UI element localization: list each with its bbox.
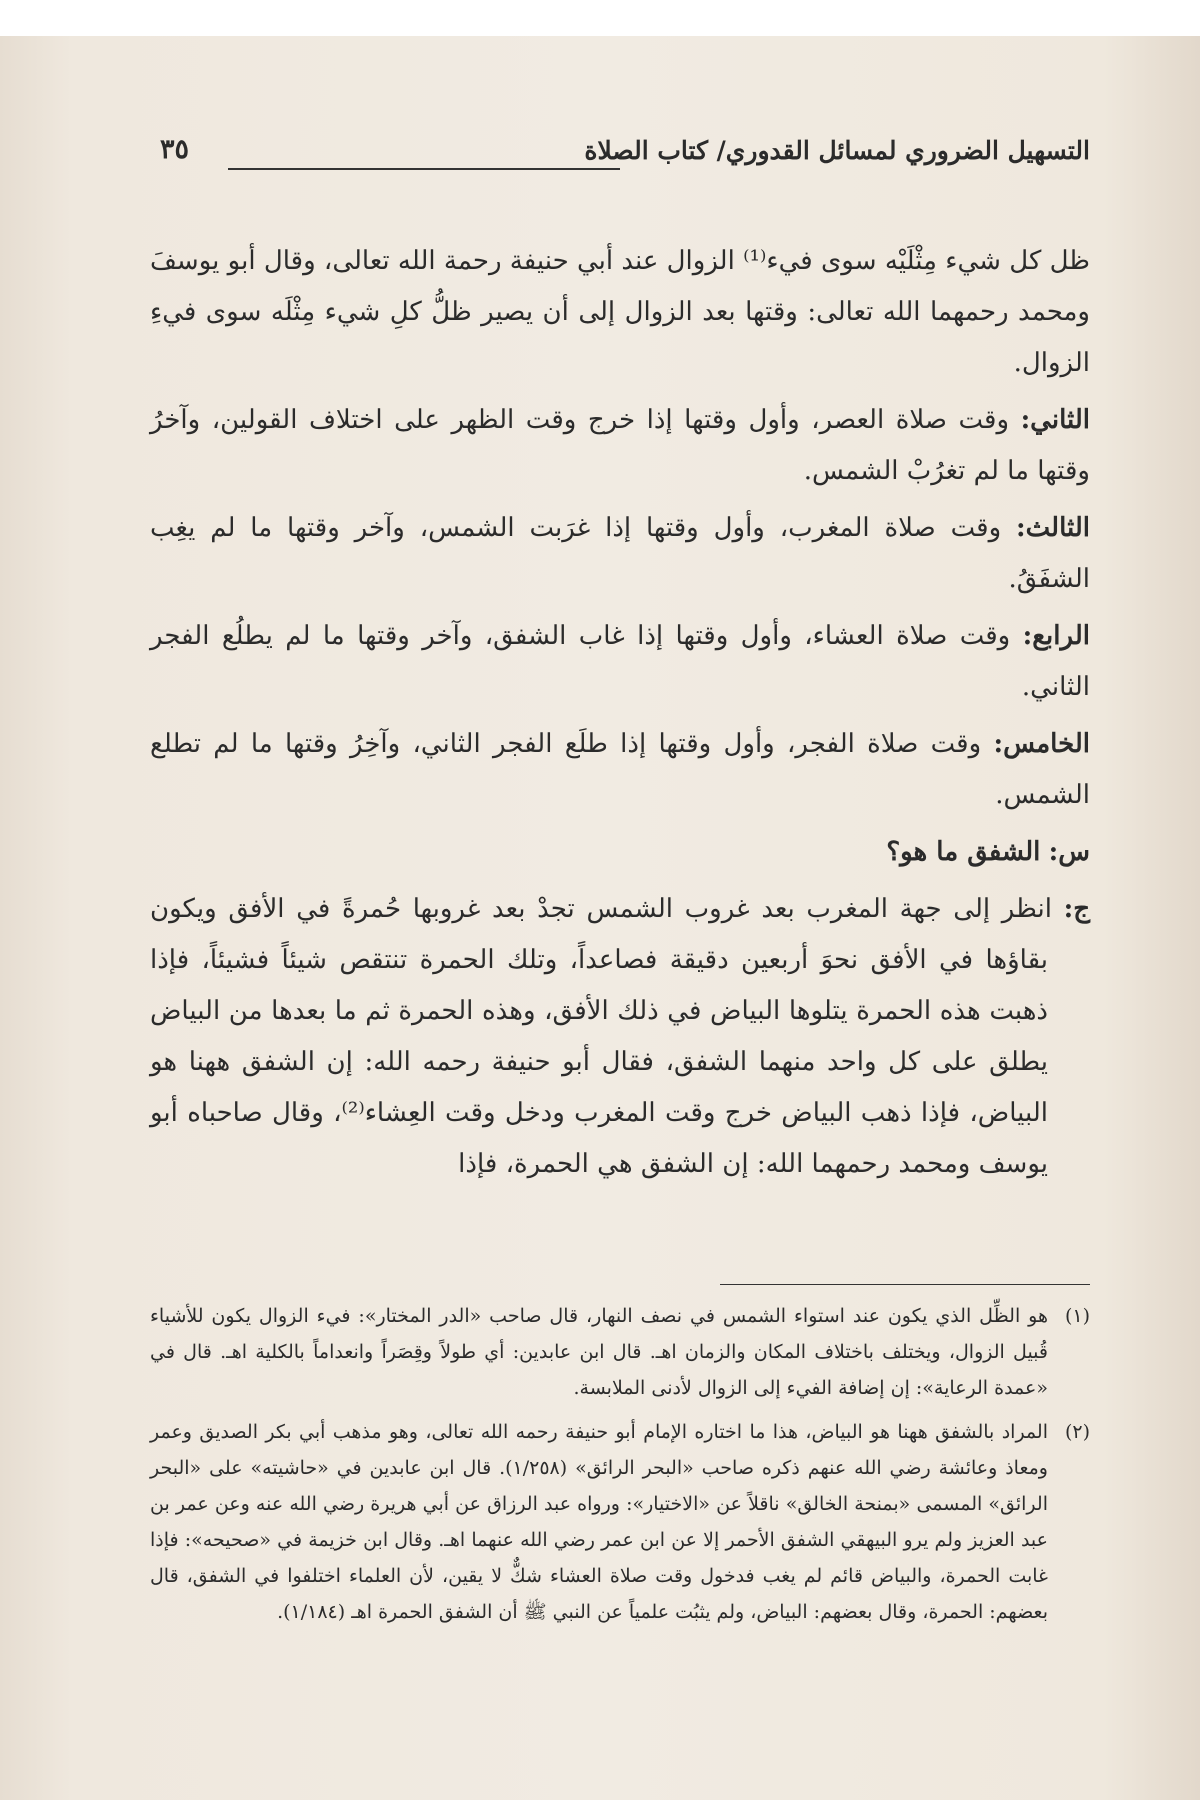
answer-mark-label: ج: (1063, 894, 1091, 924)
paragraph-fajr (150, 719, 1090, 821)
footnote-text: المراد بالشفق ههنا هو البياض، هذا ما اختاره الإمام أبو حنيفة رحمه الله تعالى، وهو مذهب أبي بكر الصديق وعمر ومعاذ وعائشة رضي الله عنهم ذكره صاحب «البحر الرائق» (١/٢٥٨). قال ابن عابدين في «حاشيته» على «البحر الرائق» المسمى «بمنحة الخالق» ناقلاً عن «الاختيار»: ورواه عبد الرزاق عن أبي هريرة رضي الله عنه وعن عمر بن عبد العزيز ولم يرو البيهقي الشفق الأحمر إلا عن ابن عمر رضي الله عنهما اهـ. وقال ابن خزيمة في «صحيحه»: فإذا غابت الحمرة، والبياض قائم لم يغب فدخول وقت صلاة العشاء شكٌّ لا يقين، لأن العلماء اختلفوا في الشفق، قال بعضهم: الحمرة، وقال بعضهم: البياض، ولم يثبُت علمياً عن النبي ﷺ أن الشفق الحمرة اهـ (١/١٨٤). (150, 1421, 1048, 1623)
text-asr: وقت صلاة العصر، وأول وقتها إذا خرج وقت الظهر على اختلاف القولين، وآخرُ وقتها ما لم تغرُبْ الشمس. (150, 405, 1090, 486)
header-rule (228, 168, 620, 170)
paragraph-maghrib (150, 503, 1090, 605)
label-fourth: الرابع: (1022, 621, 1090, 651)
text-maghrib: وقت صلاة المغرب، وأول وقتها إذا غرَبت الشمس، وآخر وقتها ما لم يغِب الشفَقُ. (150, 513, 1090, 594)
paragraph-zuhr-end: ظل كل شيء مِثْلَيْه سوى فيء⁽¹⁾ الزوال عند أبي حنيفة رحمة الله تعالى، وقال أبو يوسفَ ومحمد رحمهما الله تعالى: وقتها بعد الزوال إلى أن يصير ظلُّ كلِ شيء مِثْلَه سوى فيءِ الزوال. (150, 246, 1090, 378)
footnote-2 (150, 1414, 1090, 1630)
footnote-number: (٢) (1064, 1421, 1090, 1443)
paragraph-isha (150, 611, 1090, 713)
running-header (160, 136, 1090, 196)
question-mark-label: س: (1048, 837, 1090, 867)
footnote-text: هو الظِّل الذي يكون عند استواء الشمس في نصف النهار، قال صاحب «الدر المختار»: فيء الزوال يكون للأشياء قُبيل الزوال، ويختلف باختلاف المكان والزمان اهـ. قال ابن عابدين: أي طولاً وقِصَراً وانعداماً بالكلية اهـ. قال في «عمدة الرعاية»: إن إضافة الفيء إلى الزوال لأدنى الملابسة. (150, 1305, 1048, 1399)
label-second: الثاني: (1020, 405, 1090, 435)
answer-text: انظر إلى جهة المغرب بعد غروب الشمس تجدْ بعد غروبها حُمرةً في الأفق ويكون بقاؤها في الأفق نحوَ أربعين دقيقة فصاعداً، وتلك الحمرة تنتقص شيئاً فشيئاً، فإذا ذهبت هذه الحمرة يتلوها البياض في ذلك الأفق، وهذه الحمرة ثم ما بعدها من البياض يطلق على كل واحد منهما الشفق، فقال أبو حنيفة رحمه الله: إن الشفق ههنا هو البياض، فإذا ذهب البياض خرج وقت المغرب ودخل وقت العِشاء⁽²⁾، وقال صاحباه أبو يوسف ومحمد رحمهما الله: إن الشفق هي الحمرة، فإذا (150, 894, 1052, 1179)
header-title: التسهيل الضروري لمسائل القدوري/ كتاب الصلاة (584, 136, 1090, 165)
text-fajr: وقت صلاة الفجر، وأول وقتها إذا طلَع الفجر الثاني، وآخِرُ وقتها ما لم تطلع الشمس. (150, 729, 1090, 810)
answer (150, 884, 1090, 1190)
main-text (150, 236, 1090, 1196)
book-page (0, 36, 1200, 1800)
label-fifth: الخامس: (993, 729, 1090, 759)
page-number: ٣٥ (160, 134, 190, 165)
text-isha: وقت صلاة العشاء، وأول وقتها إذا غاب الشفق، وآخر وقتها ما لم يطلُع الفجر الثاني. (150, 621, 1090, 702)
label-third: الثالث: (1016, 513, 1091, 543)
footnote-number: (١) (1064, 1305, 1090, 1327)
footnotes (150, 1298, 1090, 1638)
paragraph-asr (150, 395, 1090, 497)
footnote-separator (720, 1284, 1090, 1285)
question-text: الشفق ما هو؟ (886, 837, 1041, 867)
footnote-1 (150, 1298, 1090, 1406)
question (150, 827, 1090, 878)
